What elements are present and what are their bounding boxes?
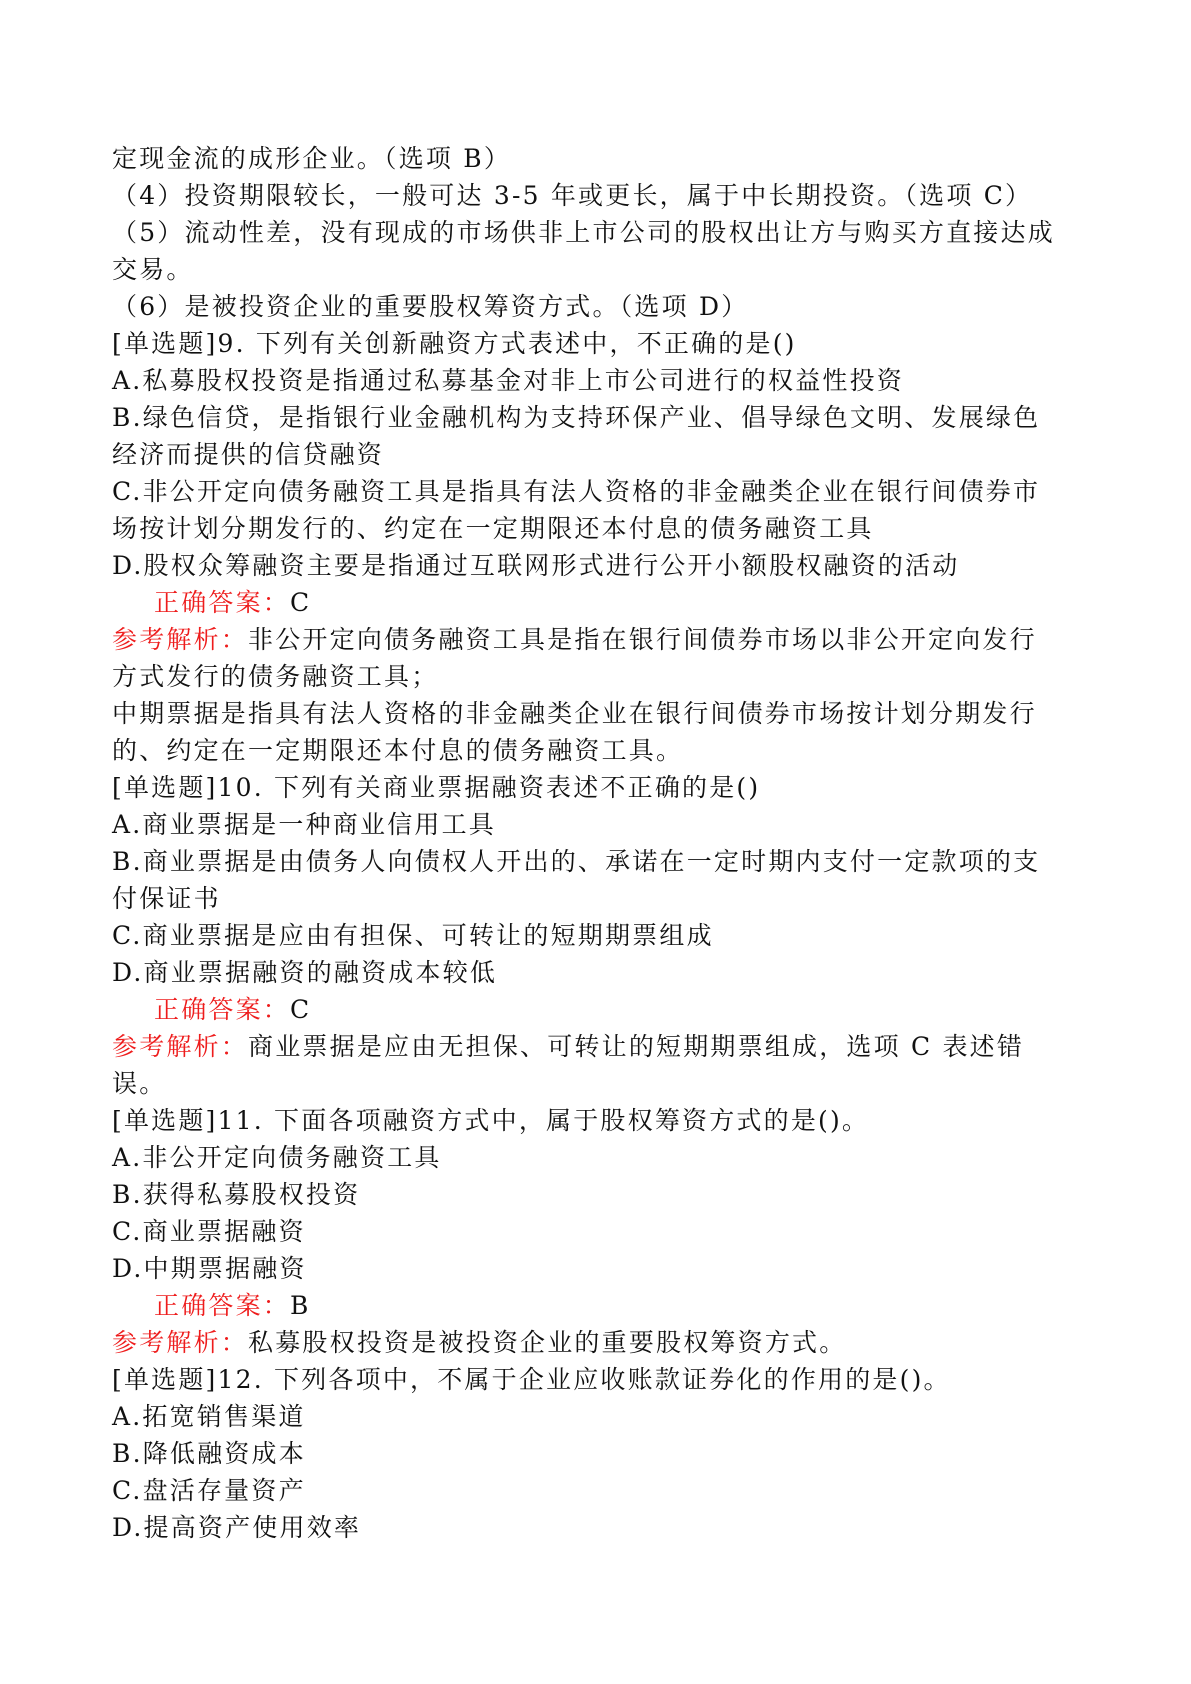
- analysis-label: 参考解析：: [112, 625, 249, 654]
- question-stem: [单选题]9. 下列有关创新融资方式表述中，不正确的是(): [112, 329, 797, 358]
- question-stem: [单选题]11. 下面各项融资方式中，属于股权筹资方式的是()。: [112, 1106, 870, 1135]
- prev-line-4: 交易。: [112, 255, 194, 284]
- option-d: D.股权众筹融资主要是指通过互联网形式进行公开小额股权融资的活动: [112, 551, 960, 580]
- prev-line-2: （4）投资期限较长，一般可达 3-5 年或更长，属于中长期投资。（选项 C）: [112, 181, 1033, 210]
- analysis: [112, 1028, 1087, 1065]
- option-d: D.中期票据融资: [112, 1254, 307, 1283]
- option-a: A.私募股权投资是指通过私募基金对非上市公司进行的权益性投资: [112, 366, 905, 395]
- option-a: A.商业票据是一种商业信用工具: [112, 810, 497, 839]
- option-d: D.商业票据融资的融资成本较低: [112, 958, 498, 987]
- answer-label: 正确答案：: [154, 588, 291, 617]
- question-11: [112, 1102, 1087, 1361]
- question-stem: [单选题]10. 下列有关商业票据融资表述不正确的是(): [112, 773, 761, 802]
- answer-value: B: [290, 1291, 311, 1320]
- option-b: B.绿色信贷，是指银行业金融机构为支持环保产业、倡导绿色文明、发展绿色: [112, 403, 1041, 432]
- option-b: B.降低融资成本: [112, 1439, 306, 1468]
- analysis-text: 私募股权投资是被投资企业的重要股权筹资方式。: [248, 1328, 847, 1357]
- option-c: C.盘活存量资产: [112, 1476, 306, 1505]
- question-9: [112, 325, 1087, 769]
- analysis-cont: 中期票据是指具有法人资格的非金融类企业在银行间债券市场按计划分期发行: [112, 699, 1037, 728]
- answer-value: C: [290, 588, 312, 617]
- analysis-label: 参考解析：: [112, 1032, 249, 1061]
- option-d: D.提高资产使用效率: [112, 1513, 362, 1542]
- answer-label: 正确答案：: [154, 1291, 291, 1320]
- option-b-cont: 付保证书: [112, 884, 221, 913]
- analysis: [112, 1324, 1087, 1361]
- analysis: [112, 621, 1087, 658]
- analysis-cont: 方式发行的债务融资工具；: [112, 662, 439, 691]
- option-a: A.拓宽销售渠道: [112, 1402, 306, 1431]
- prev-line-5: （6）是被投资企业的重要股权筹资方式。（选项 D）: [112, 292, 749, 321]
- option-b-cont: 经济而提供的信贷融资: [112, 440, 385, 469]
- correct-answer: [112, 1287, 1087, 1324]
- option-c-cont: 场按计划分期发行的、约定在一定期限还本付息的债务融资工具: [112, 514, 874, 543]
- analysis-cont: 误。: [112, 1069, 167, 1098]
- analysis-text: 商业票据是应由无担保、可转让的短期期票组成，选项 C 表述错: [248, 1032, 1025, 1061]
- analysis-cont: 的、约定在一定期限还本付息的债务融资工具。: [112, 736, 684, 765]
- option-b: B.获得私募股权投资: [112, 1180, 361, 1209]
- correct-answer: [112, 991, 1087, 1028]
- option-c: C.非公开定向债务融资工具是指具有法人资格的非金融类企业在银行间债券市: [112, 477, 1041, 506]
- question-12: [112, 1361, 1087, 1546]
- answer-label: 正确答案：: [154, 995, 291, 1024]
- prev-line-3: （5）流动性差，没有现成的市场供非上市公司的股权出让方与购买方直接达成: [112, 218, 1055, 247]
- option-b: B.商业票据是由债务人向债权人开出的、承诺在一定时期内支付一定款项的支: [112, 847, 1041, 876]
- correct-answer: [112, 584, 1087, 621]
- option-c: C.商业票据是应由有担保、可转让的短期期票组成: [112, 921, 714, 950]
- analysis-text: 非公开定向债务融资工具是指在银行间债券市场以非公开定向发行: [248, 625, 1037, 654]
- option-a: A.非公开定向债务融资工具: [112, 1143, 442, 1172]
- answer-value: C: [290, 995, 312, 1024]
- question-10: [112, 769, 1087, 1102]
- question-stem: [单选题]12. 下列各项中，不属于企业应收账款证券化的作用的是()。: [112, 1365, 951, 1394]
- document-body: [112, 140, 1087, 1546]
- prev-line-1: 定现金流的成形企业。（选项 B）: [112, 144, 512, 173]
- analysis-label: 参考解析：: [112, 1328, 249, 1357]
- option-c: C.商业票据融资: [112, 1217, 306, 1246]
